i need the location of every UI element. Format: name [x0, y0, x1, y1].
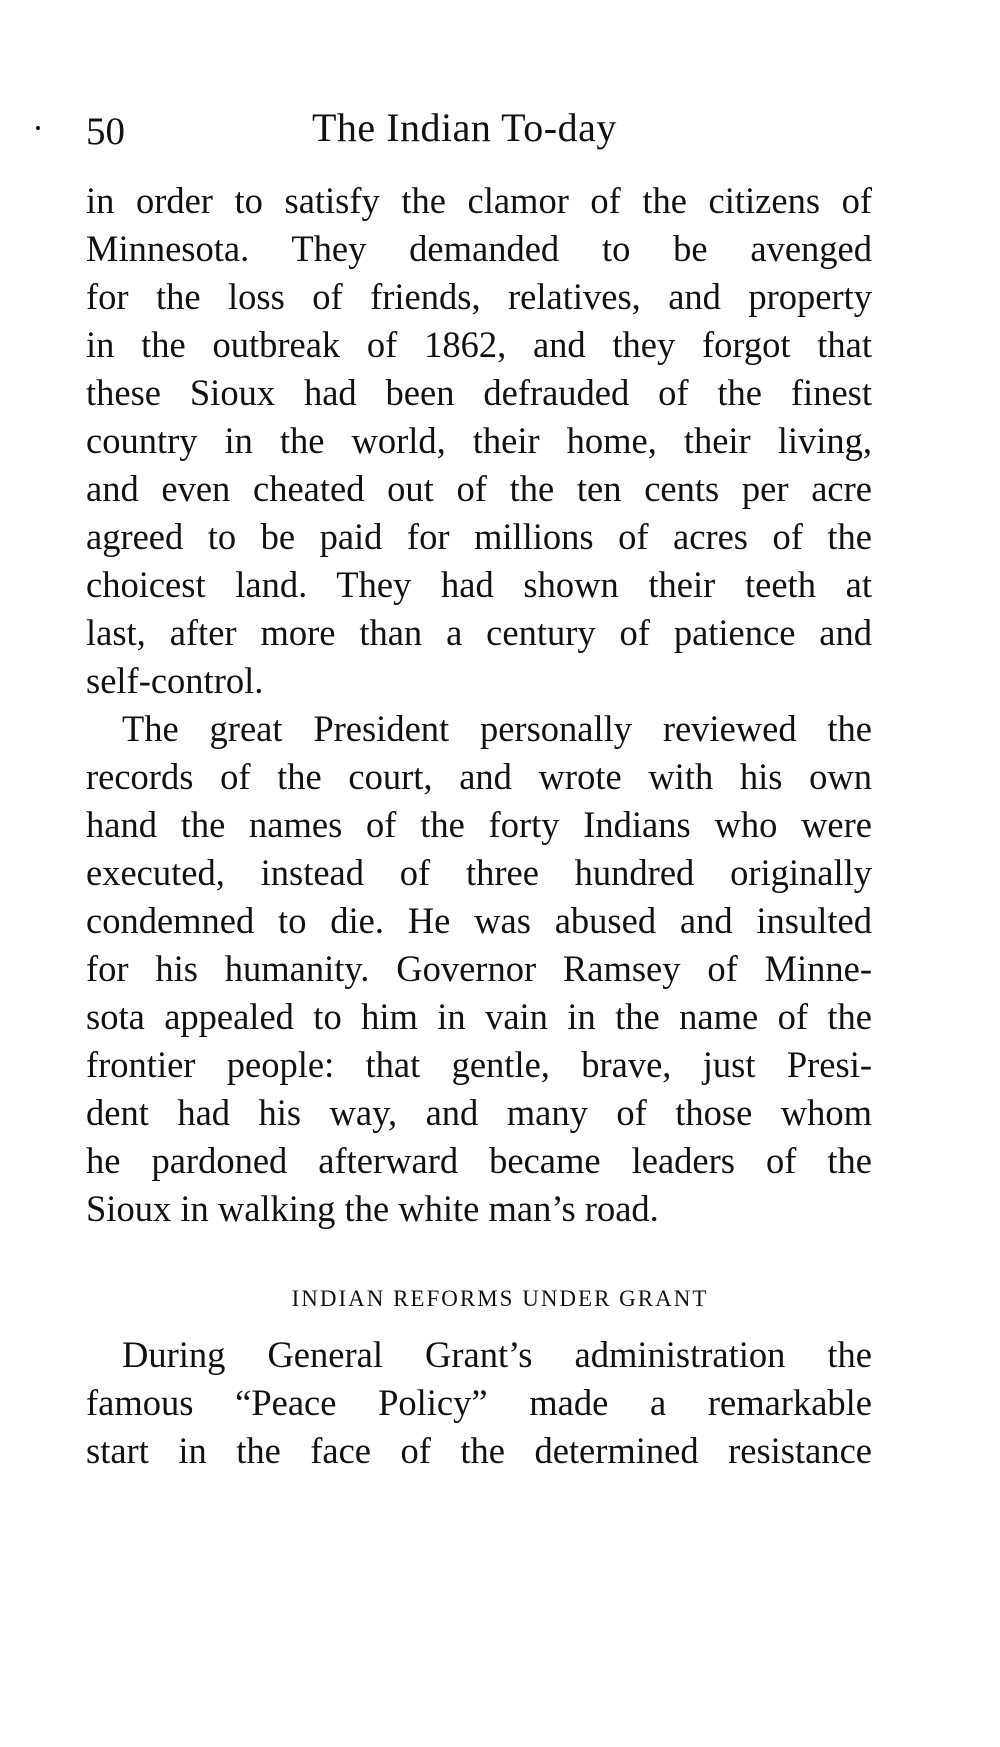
text-line: famous “Peace Policy” made a remarkable [86, 1382, 872, 1423]
text-line: frontier people: that gentle, brave, just Presi- [86, 1044, 872, 1085]
text-line: condemned to die. He was abused and insulted [86, 900, 872, 941]
text-line: start in the face of the determined resistance [86, 1430, 872, 1471]
text-line: Minnesota. They demanded to be avenged [86, 228, 872, 269]
text-line: in order to satisfy the clamor of the citizens of [86, 180, 872, 221]
text-line: dent had his way, and many of those whom [86, 1092, 872, 1133]
text-line: The great President personally reviewed the [122, 708, 872, 749]
text-line: for the loss of friends, relatives, and property [86, 276, 872, 317]
text-line: Sioux in walking the white man’s road. [86, 1188, 659, 1229]
text-line: choicest land. They had shown their teeth at [86, 564, 872, 605]
text-line: last, after more than a century of patience and [86, 612, 872, 653]
text-line: hand the names of the forty Indians who were [86, 804, 872, 845]
running-title: The Indian To-day [312, 105, 617, 150]
text-line: in the outbreak of 1862, and they forgot that [86, 324, 872, 365]
text-line: these Sioux had been defrauded of the finest [86, 372, 872, 413]
text-line: records of the court, and wrote with his own [86, 756, 872, 797]
text-line: and even cheated out of the ten cents per acre [86, 468, 872, 509]
text-line: During General Grant’s administration the [122, 1334, 872, 1375]
text-line: sota appealed to him in vain in the name of the [86, 996, 872, 1037]
section-heading: INDIAN REFORMS UNDER GRANT [291, 1286, 709, 1311]
margin-mark [36, 126, 40, 130]
text-line: country in the world, their home, their living, [86, 420, 872, 461]
text-line: for his humanity. Governor Ramsey of Minne- [86, 948, 872, 989]
text-line: self-control. [86, 660, 264, 701]
page-number: 50 [86, 110, 125, 153]
text-line: he pardoned afterward became leaders of the [86, 1140, 872, 1181]
text-line: executed, instead of three hundred originally [86, 852, 872, 893]
text-line: agreed to be paid for millions of acres of the [86, 516, 872, 557]
